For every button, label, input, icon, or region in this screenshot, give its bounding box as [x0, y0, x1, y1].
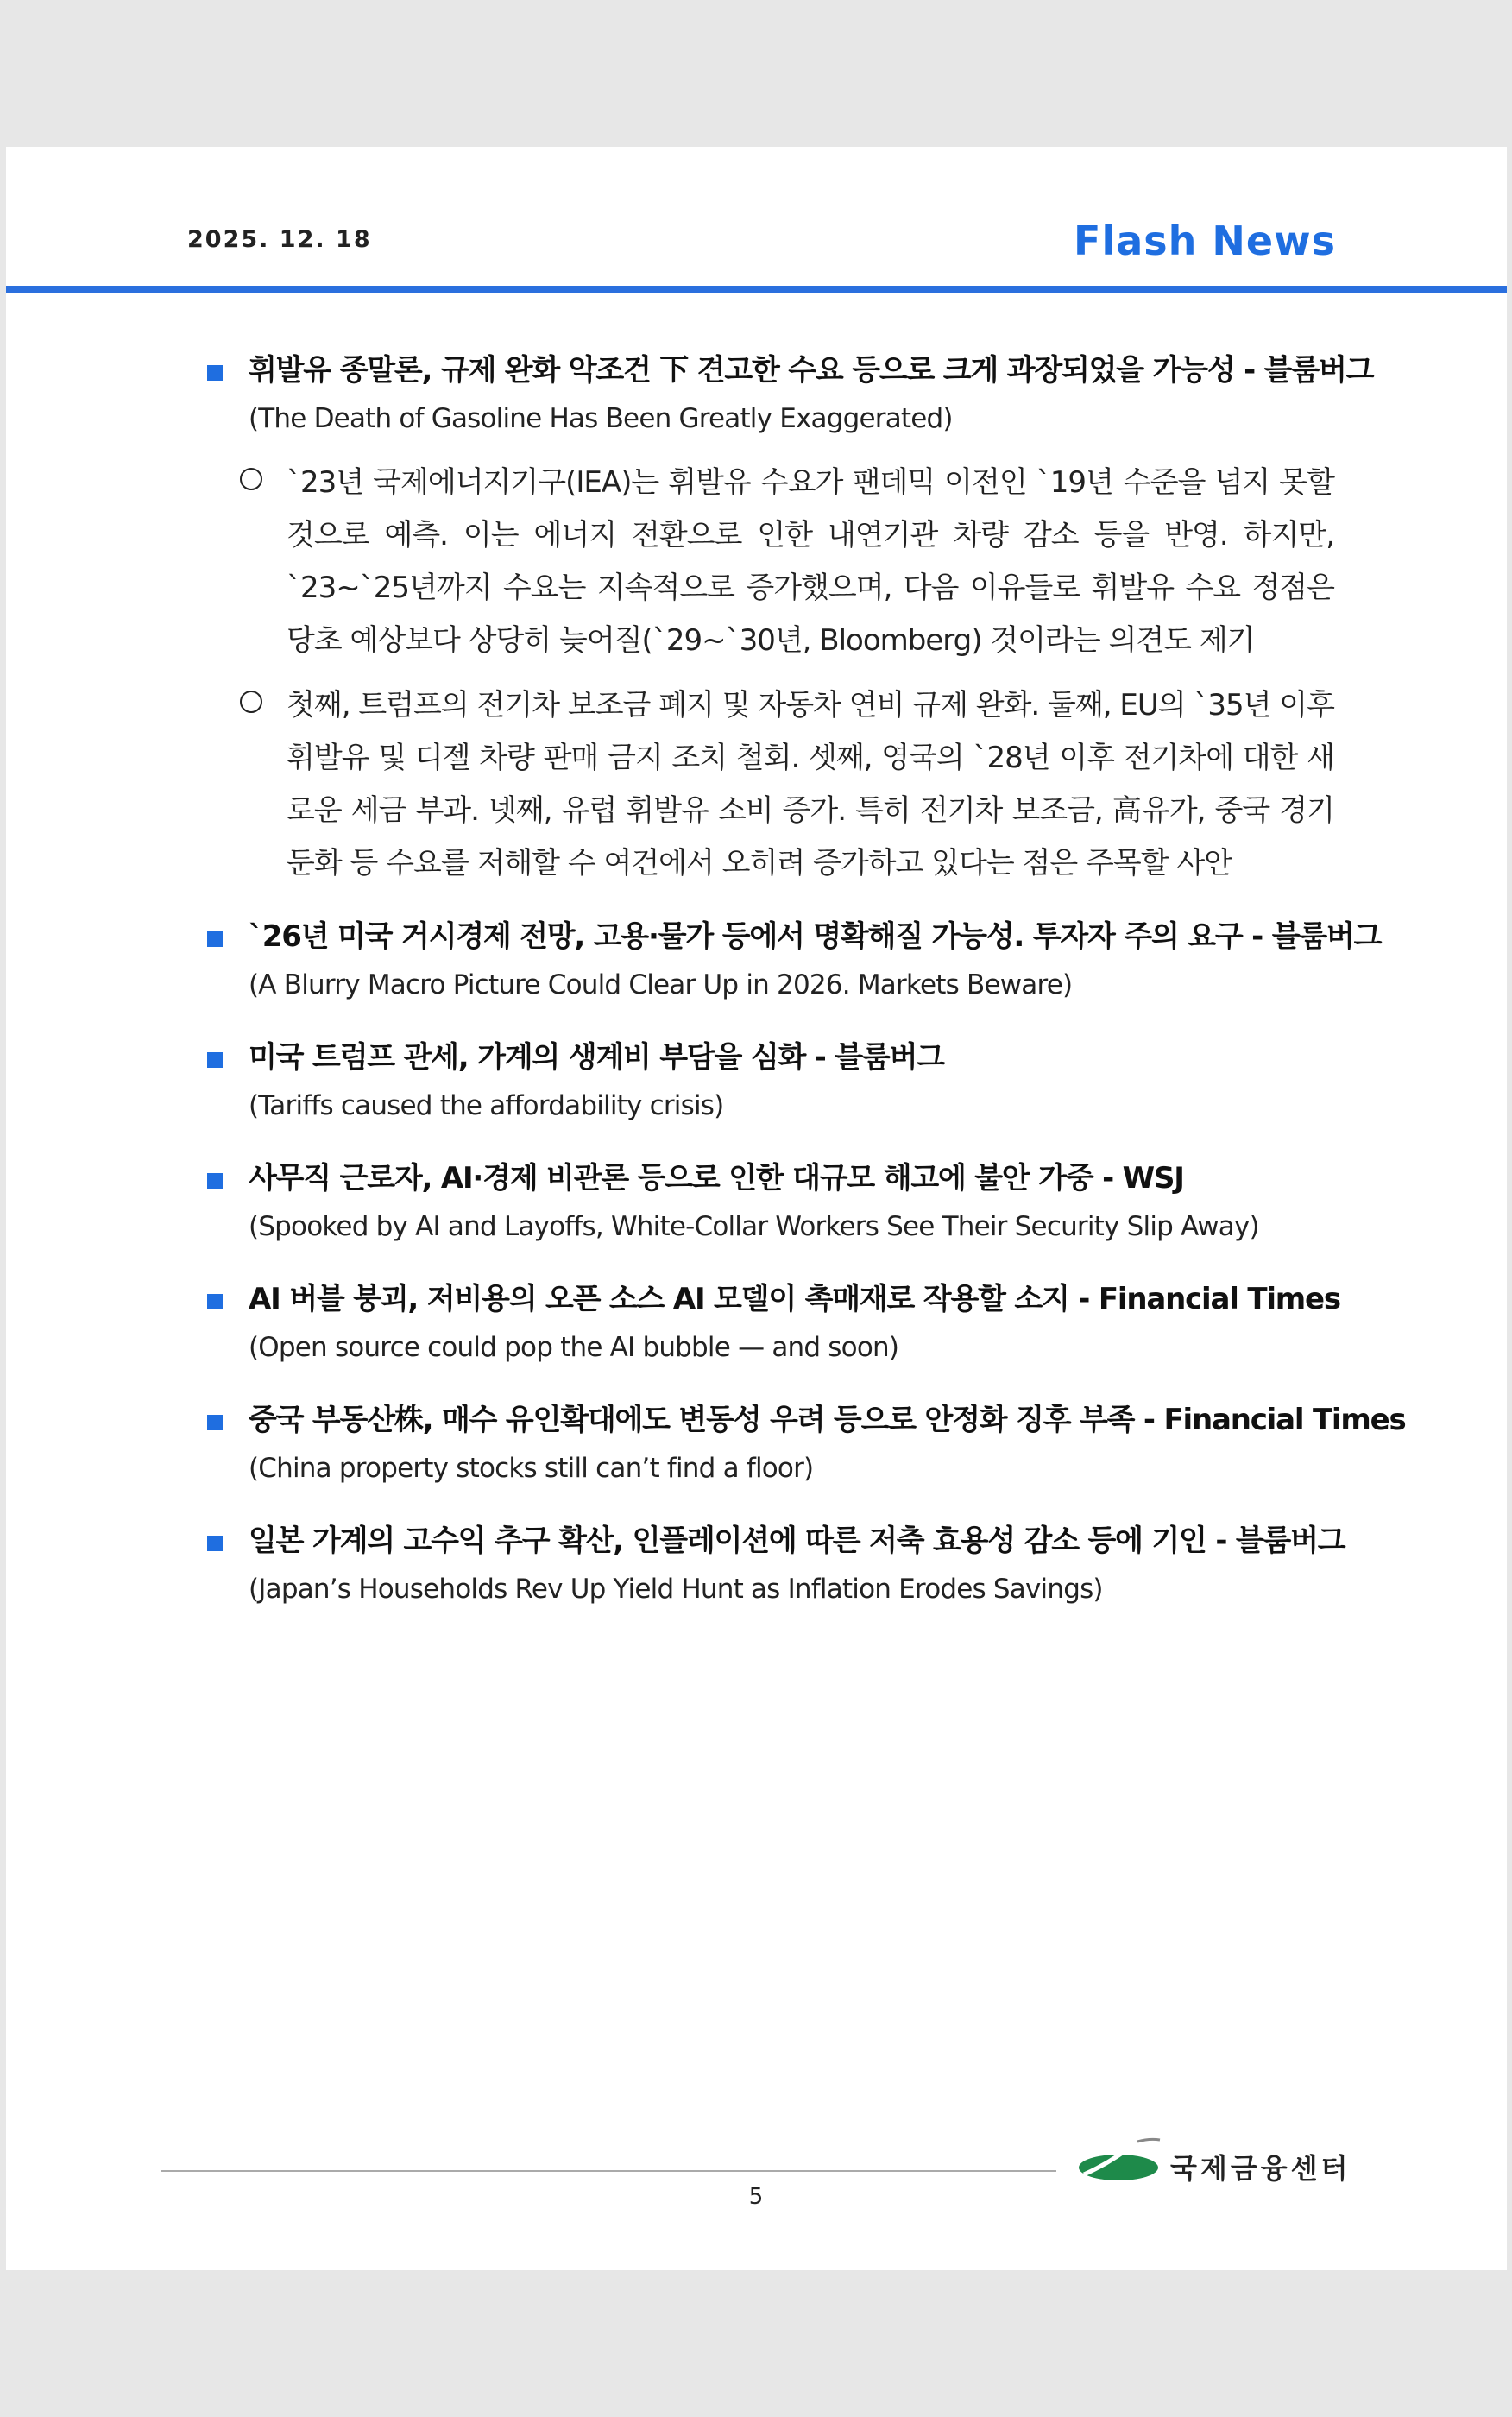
- square-bullet-icon: [207, 1052, 223, 1068]
- news-item: [204, 1399, 1406, 1487]
- square-bullet-icon: [207, 1294, 223, 1309]
- header-divider: [6, 286, 1507, 293]
- news-headline: 사무직 근로자, AI·경제 비관론 등으로 인한 대규모 해고에 불안 가중 - WSJ: [204, 1158, 1334, 1199]
- kcif-logo-icon: [1077, 2136, 1163, 2188]
- square-bullet-icon: [207, 365, 223, 381]
- news-subtitle: (Tariffs caused the affordability crisis): [249, 1090, 724, 1121]
- news-subtitle: (Spooked by AI and Layoffs, White-Collar Workers See Their Security Slip Away): [249, 1211, 1259, 1242]
- square-bullet-icon: [207, 931, 223, 947]
- news-headline: `26년 미국 거시경제 전망, 고용·물가 등에서 명확해질 가능성. 투자자 주의 요구 - 블룸버그: [204, 916, 1334, 957]
- news-item: [204, 916, 1382, 1004]
- news-subtitle: (A Blurry Macro Picture Could Clear Up in 2026. Markets Beware): [249, 969, 1073, 1000]
- footer-divider: [161, 2170, 1056, 2172]
- news-item: [204, 1158, 1334, 1246]
- square-bullet-icon: [207, 1415, 223, 1430]
- news-paragraph: `23년 국제에너지기구(IEA)는 휘발유 수요가 팬데믹 이전인 `19년 수준을 넘지 못할 것으로 예측. 이는 에너지 전환으로 인한 내연기관 차량 감소 등을 반영. 하지만, `23~`25년까지 수요는 지속적으로 증가했으며, 다음 이유들로 휘발유 수요 정점은 당초 예상보다 상당히 늦어질(`29~`30년, Bloomberg) 것이라는 의견도 제기: [204, 457, 1334, 667]
- news-subtitle: (Open source could pop the AI bubble — and soon): [249, 1332, 899, 1363]
- news-paragraph: 첫째, 트럼프의 전기차 보조금 폐지 및 자동차 연비 규제 완화. 둘째, EU의 `35년 이후 휘발유 및 디젤 차량 판매 금지 조치 철회. 셋째, 영국의 `28년 이후 전기차에 대한 새로운 세금 부과. 넷째, 유럽 휘발유 소비 증가. 특히 전기차 보조금, 高유가, 중국 경기 둔화 등 수요를 저해할 수 여건에서 오히려 증가하고 있다는 점은 주목할 사안: [204, 679, 1334, 890]
- news-item: [204, 1520, 1345, 1608]
- news-subtitle: (The Death of Gasoline Has Been Greatly Exaggerated): [249, 403, 953, 434]
- news-list: [204, 350, 1406, 1608]
- flash-news-title: Flash News: [1074, 218, 1336, 264]
- circle-bullet-icon: [240, 468, 262, 490]
- news-subtitle: (China property stocks still can’t find a floor): [249, 1453, 814, 1484]
- news-headline: 중국 부동산株, 매수 유인확대에도 변동성 우려 등으로 안정화 징후 부족 - Financial Times: [204, 1399, 1334, 1441]
- news-item: [204, 1037, 1334, 1125]
- news-item: [204, 350, 1374, 890]
- news-headline: 일본 가계의 고수익 추구 확산, 인플레이션에 따른 저축 효용성 감소 등에 기인 - 블룸버그: [204, 1520, 1334, 1562]
- kcif-logo-text: 국제금융센터: [1170, 2152, 1351, 2185]
- news-headline: AI 버블 붕괴, 저비용의 오픈 소스 AI 모델이 촉매재로 작용할 소지 - Financial Times: [204, 1278, 1334, 1320]
- news-item: [204, 1278, 1340, 1366]
- news-headline: 휘발유 종말론, 규제 완화 악조건 下 견고한 수요 등으로 크게 과장되었을 가능성 - 블룸버그: [204, 350, 1334, 391]
- page-number: 5: [748, 2184, 764, 2210]
- news-headline: 미국 트럼프 관세, 가계의 생계비 부담을 심화 - 블룸버그: [204, 1037, 1334, 1078]
- news-subtitle: (Japan’s Households Rev Up Yield Hunt as Inflation Erodes Savings): [249, 1574, 1103, 1605]
- square-bullet-icon: [207, 1173, 223, 1189]
- circle-bullet-icon: [240, 691, 262, 713]
- publication-date: 2025. 12. 18: [187, 226, 372, 253]
- square-bullet-icon: [207, 1536, 223, 1551]
